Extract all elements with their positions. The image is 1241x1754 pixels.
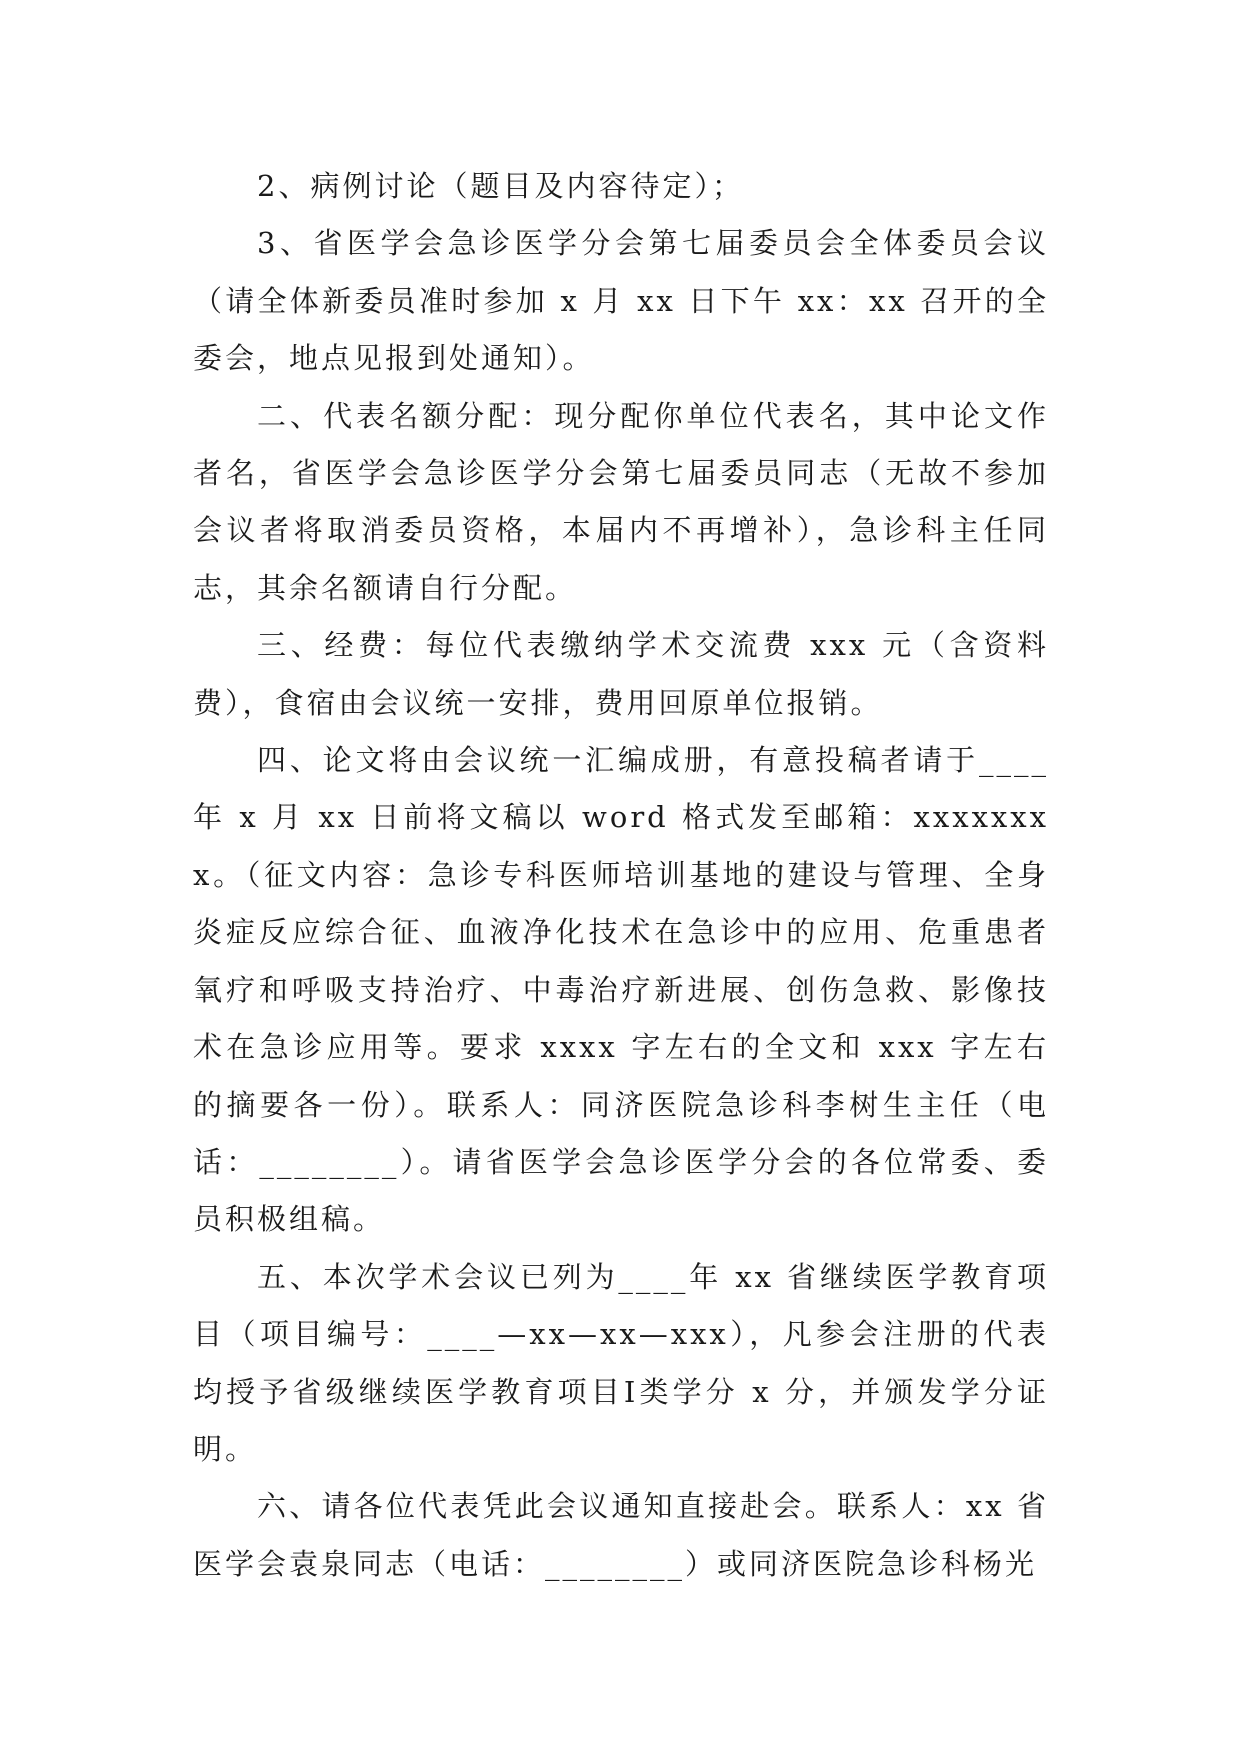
paragraph-papers: 四、论文将由会议统一汇编成册，有意投稿者请于____年 x 月 xx 日前将文稿以 word 格式发至邮箱：xxxxxxxx。（征文内容：急诊专科医师培训基地的建设与管理、全身炎症反应综合征、血液净化技术在急诊中的应用、危重患者氧疗和呼吸支持治疗、中毒治疗新进展、创伤急救、影像技术在急诊应用等。要求 xxxx 字左右的全文和 xxx 字左右的摘要各一份）。联系人：同济医院急诊科李树生主任（电话：________）。请省医学会急诊医学分会的各位常委、委员积极组稿。 [193,743,1049,1237]
document-body [193,158,1049,1593]
paragraph-credits: 五、本次学术会议已列为____年 xx 省继续医学教育项目（项目编号：____—xx—xx—xxx），凡参会注册的代表均授予省级继续医学教育项目Ⅰ类学分 x 分，并颁发学分证明。 [193,1259,1049,1466]
paragraph-quota-allocation: 二、代表名额分配：现分配你单位代表名，其中论文作者名，省医学会急诊医学分会第七届委员同志（无故不参加会议者将取消委员资格，本届内不再增补），急诊科主任同志，其余名额请自行分配。 [193,398,1049,605]
paragraph-committee-meeting: 3、省医学会急诊医学分会第七届委员会全体委员会议（请全体新委员准时参加 x 月 xx 日下午 xx：xx 召开的全委会，地点见报到处通知）。 [193,226,1049,376]
paragraph-fees: 三、经费：每位代表缴纳学术交流费 xxx 元（含资料费），食宿由会议统一安排，费用回原单位报销。 [193,628,1049,720]
paragraph-contacts: 六、请各位代表凭此会议通知直接赴会。联系人：xx 省医学会袁泉同志（电话：________）或同济医院急诊科杨光 [193,1489,1049,1581]
paragraph-case-discussion: 2、病例讨论（题目及内容待定）； [257,169,744,203]
